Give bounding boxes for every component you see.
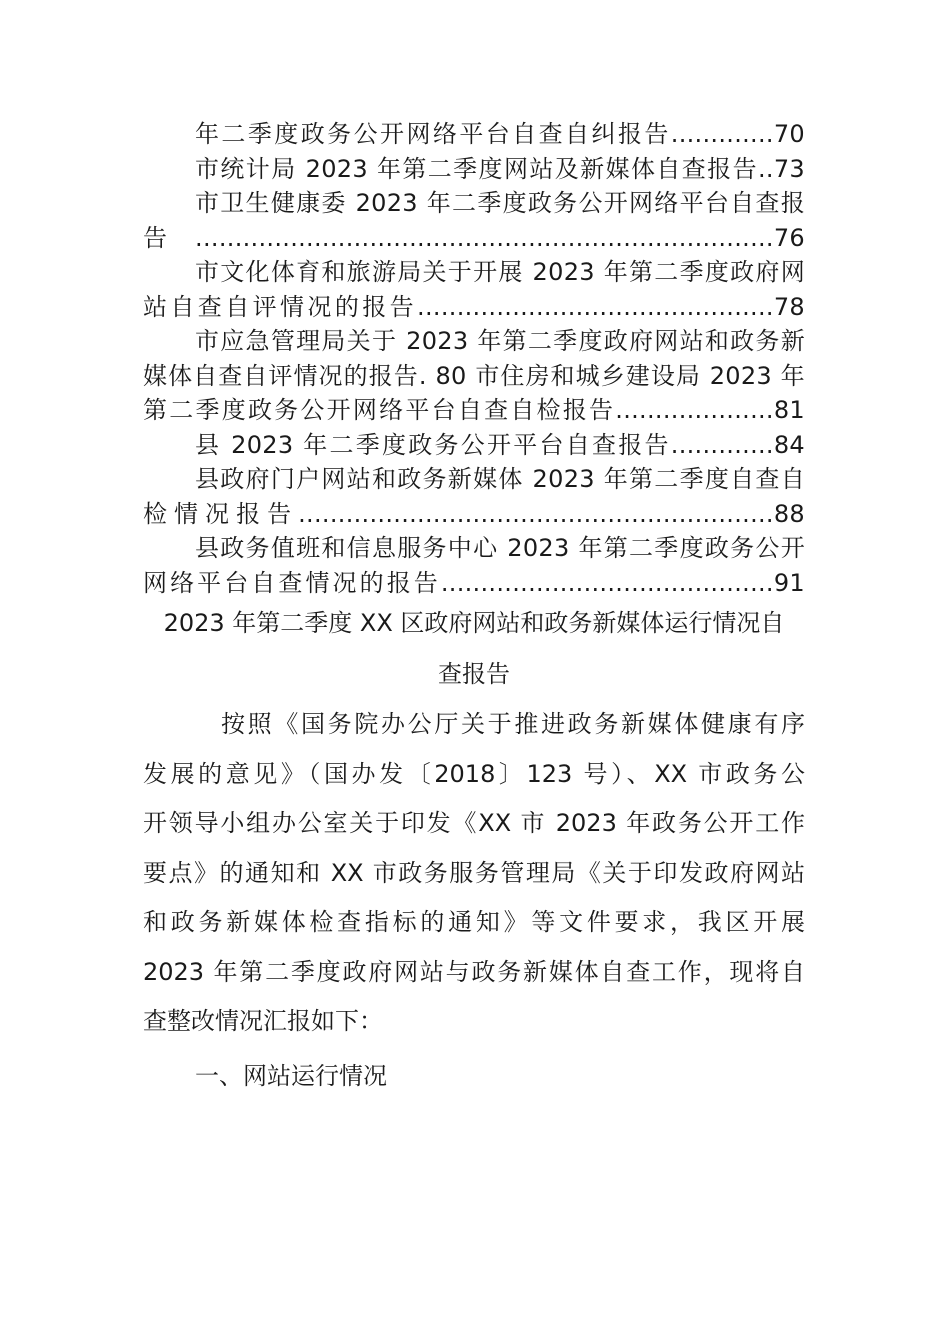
toc-entry-continued[interactable]: 告.........................................................................76: [143, 223, 805, 252]
toc-entry[interactable]: 市应急管理局关于 2023 年第二季度政府网站和政务新: [195, 327, 805, 355]
toc-entry[interactable]: 县政务值班和信息服务中心 2023 年第二季度政务公开: [195, 534, 805, 562]
table-of-contents: [143, 117, 805, 600]
toc-entry-continued[interactable]: 第二季度政务公开网络平台自查自检报告....................81: [143, 396, 805, 424]
toc-entry[interactable]: 市文化体育和旅游局关于开展 2023 年第二季度政府网: [195, 258, 805, 286]
toc-entry-continued[interactable]: 网络平台自查情况的报告..........................................91: [143, 568, 805, 597]
toc-entry-continued[interactable]: 检情况报告............................................................88: [143, 499, 805, 528]
toc-entry-continued[interactable]: 站自查自评情况的报告.............................................78: [143, 292, 805, 321]
intro-paragraph: [143, 700, 805, 1047]
toc-entry[interactable]: 市卫生健康委 2023 年二季度政务公开网络平台自查报: [195, 189, 805, 217]
toc-entry[interactable]: 县 2023 年二季度政务公开平台自查报告.............84: [195, 430, 805, 459]
section-heading: 一、网站运行情况: [195, 1062, 387, 1090]
paragraph-line: 按照《国务院办公厅关于推进政务新媒体健康有序: [221, 710, 805, 738]
paragraph-line: 和政务新媒体检查指标的通知》等文件要求，我区开展: [143, 908, 805, 936]
toc-entry-continued[interactable]: 媒体自查自评情况的报告. 80 市住房和城乡建设局 2023 年: [143, 361, 805, 390]
document-title-line-1: 2023 年第二季度 XX 区政府网站和政务新媒体运行情况自: [163, 609, 785, 637]
paragraph-line: 开领导小组办公室关于印发《XX 市 2023 年政务公开工作: [143, 809, 805, 837]
document-title-line-2: 查报告: [438, 660, 510, 688]
toc-entry[interactable]: 年二季度政务公开网络平台自查自纠报告.............70: [195, 120, 805, 148]
paragraph-line: 2023 年第二季度政府网站与政务新媒体自查工作，现将自: [143, 957, 805, 986]
toc-entry[interactable]: 县政府门户网站和政务新媒体 2023 年第二季度自查自: [195, 465, 805, 493]
paragraph-line: 要点》的通知和 XX 市政务服务管理局《关于印发政府网站: [143, 858, 805, 887]
paragraph-line: 发展的意见》（国办发〔2018〕123 号）、XX 市政务公: [143, 759, 805, 788]
toc-entry[interactable]: 市统计局 2023 年第二季度网站及新媒体自查报告..73: [195, 154, 805, 183]
paragraph-line: 查整改情况汇报如下：: [143, 1007, 383, 1035]
